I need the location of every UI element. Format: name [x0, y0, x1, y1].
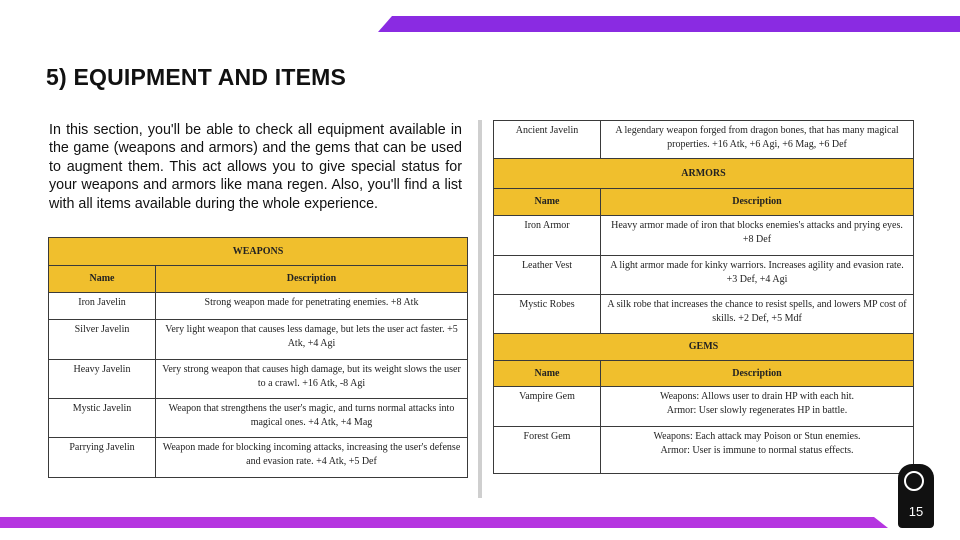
weapon-description: Weapon that strengthens the user's magic, and turns normal attacks into magical ones. +4 Atk, +4 Mag: [156, 399, 468, 438]
table-row: [49, 438, 468, 478]
gem-name: Forest Gem: [494, 427, 601, 474]
column-divider: [478, 120, 482, 498]
table-row: [494, 121, 914, 159]
table-row: [494, 216, 914, 256]
page-number-badge: [898, 464, 934, 528]
intro-paragraph: In this section, you'll be able to check all equipment available in the game (weapons and armors) and the gems that can be used to augment them. This act allows you to give special status for your weapons and armors like mana regen. Also, you'll find a list with all items available during the whole experience.: [49, 122, 462, 212]
weapons-table: [48, 237, 468, 478]
armor-name: Iron Armor: [494, 216, 601, 256]
weapons-col-name: Name: [49, 266, 156, 293]
weapons-col-description: Description: [156, 266, 468, 293]
weapon-name: Parrying Javelin: [49, 438, 156, 478]
weapon-description: Weapon made for blocking incoming attacks, increasing the user's defense and evasion rate. +4 Atk, +5 Def: [156, 438, 468, 478]
weapon-description: Very light weapon that causes less damage, but lets the user act faster. +5 Atk, +4 Agi: [156, 320, 468, 360]
gem-description: [601, 387, 914, 427]
table-row: [49, 320, 468, 360]
table-row: [494, 387, 914, 427]
weapons-section-title: WEAPONS: [49, 238, 468, 266]
gem-armor-effect: Armor: User slowly regenerates HP in battle.: [666, 405, 848, 416]
table-row: [494, 256, 914, 295]
table-row: [494, 295, 914, 334]
table-row: [49, 293, 468, 320]
weapon-name: Ancient Javelin: [494, 121, 601, 159]
weapon-name: Heavy Javelin: [49, 360, 156, 399]
equipment-continued-table: [493, 120, 914, 474]
weapon-name: Silver Javelin: [49, 320, 156, 360]
armors-col-name: Name: [494, 189, 601, 216]
armor-description: A silk robe that increases the chance to resist spells, and lowers MP cost of skills. +2 Def, +5 Mdf: [601, 295, 914, 334]
bottom-accent-bar: [0, 517, 888, 528]
armor-name: Mystic Robes: [494, 295, 601, 334]
weapon-description: Very strong weapon that causes high damage, but its weight slows the user to a crawl. +16 Atk, -8 Agi: [156, 360, 468, 399]
weapon-description: A legendary weapon forged from dragon bones, that has many magical properties. +16 Atk, +6 Agi, +6 Mag, +6 Def: [601, 121, 914, 159]
page-title: 5) EQUIPMENT AND ITEMS: [46, 64, 347, 90]
page-number: 15: [908, 504, 924, 519]
gem-armor-effect: Armor: User is immune to normal status effects.: [660, 445, 854, 456]
circle-icon: [904, 471, 924, 491]
table-row: [49, 360, 468, 399]
gems-col-name: Name: [494, 361, 601, 387]
gem-description: [601, 427, 914, 474]
armor-description: A light armor made for kinky warriors. Increases agility and evasion rate. +3 Def, +4 Agi: [601, 256, 914, 295]
weapon-name: Mystic Javelin: [49, 399, 156, 438]
table-row: [494, 427, 914, 474]
armors-col-description: Description: [601, 189, 914, 216]
armor-description: Heavy armor made of iron that blocks enemies's attacks and prying eyes. +8 Def: [601, 216, 914, 256]
weapon-name: Iron Javelin: [49, 293, 156, 320]
gems-section-title: GEMS: [494, 334, 914, 361]
gem-weapon-effect: Weapons: Allows user to drain HP with each hit.: [659, 391, 855, 402]
armors-section-title: ARMORS: [494, 159, 914, 189]
top-accent-bar: [378, 16, 960, 32]
armor-name: Leather Vest: [494, 256, 601, 295]
table-row: [49, 399, 468, 438]
gem-name: Vampire Gem: [494, 387, 601, 427]
gems-col-description: Description: [601, 361, 914, 387]
weapon-description: Strong weapon made for penetrating enemies. +8 Atk: [156, 293, 468, 320]
gem-weapon-effect: Weapons: Each attack may Poison or Stun enemies.: [653, 431, 861, 442]
